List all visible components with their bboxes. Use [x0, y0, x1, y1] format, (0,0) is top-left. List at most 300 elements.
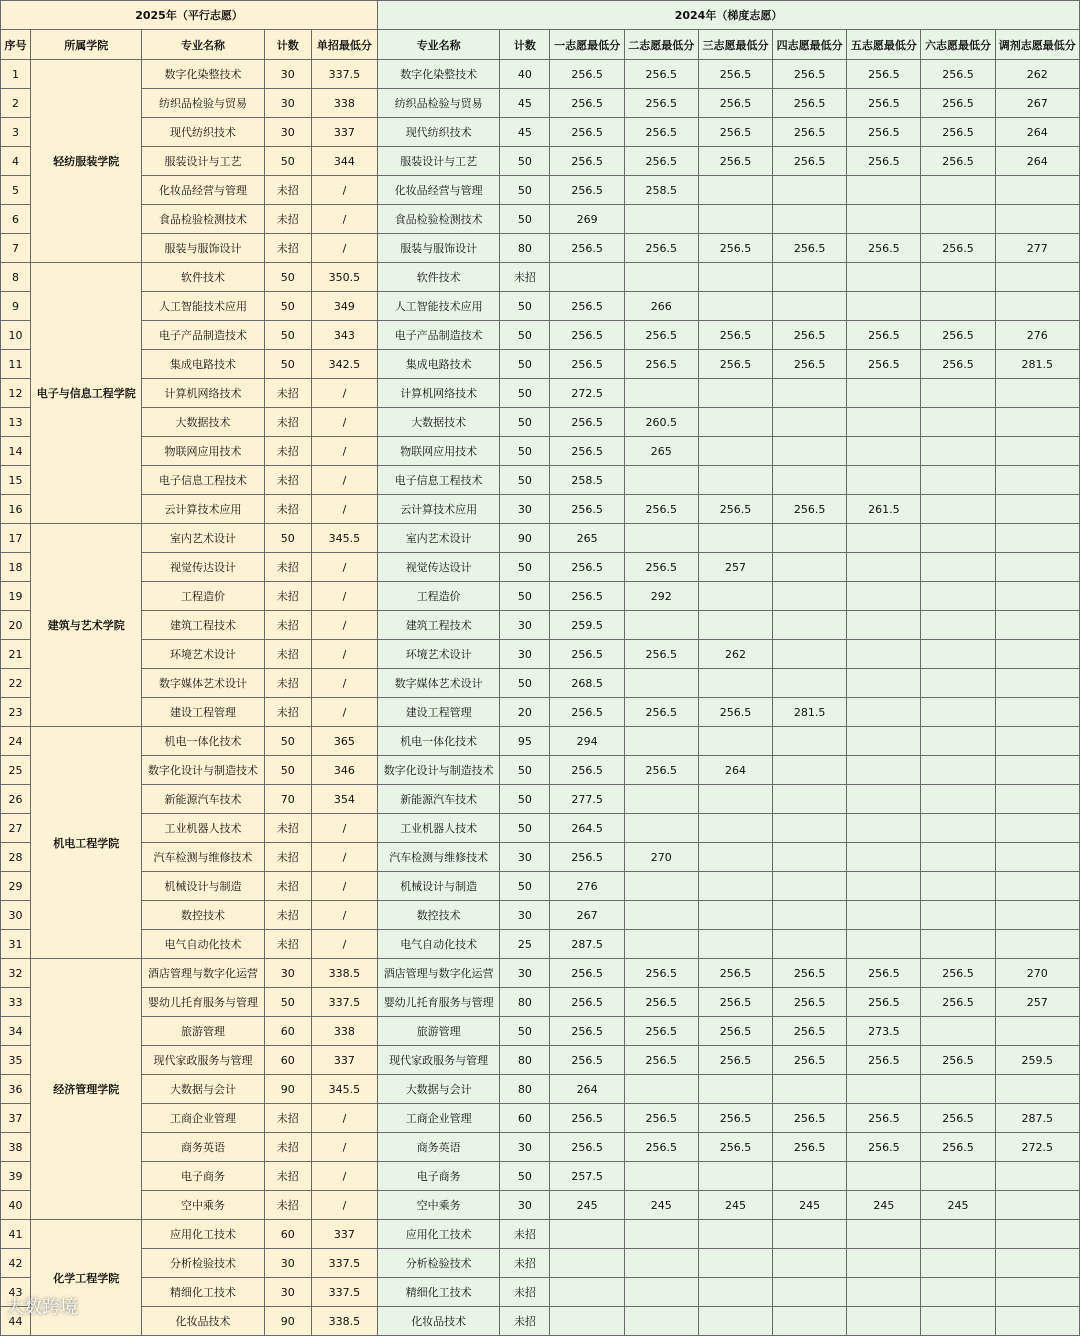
table-cell: 50 — [500, 872, 550, 901]
table-cell: 276 — [995, 321, 1079, 350]
table-cell — [698, 611, 772, 640]
table-cell: 60 — [500, 1104, 550, 1133]
table-cell: 30 — [500, 495, 550, 524]
table-cell: 260.5 — [624, 408, 698, 437]
table-cell: 264 — [698, 756, 772, 785]
table-cell — [773, 669, 847, 698]
table-cell: 256.5 — [847, 1046, 921, 1075]
table-cell: 32 — [1, 959, 31, 988]
table-cell: 未招 — [264, 234, 311, 263]
table-cell — [847, 1307, 921, 1336]
table-cell: 245 — [921, 1191, 995, 1220]
table-cell: 95 — [500, 727, 550, 756]
table-cell: 纺织品检验与贸易 — [142, 89, 264, 118]
table-cell: 15 — [1, 466, 31, 495]
table-cell: 256.5 — [550, 1017, 624, 1046]
table-cell: 未招 — [500, 1220, 550, 1249]
table-cell — [698, 901, 772, 930]
table-cell — [624, 872, 698, 901]
table-cell: 256.5 — [921, 1046, 995, 1075]
table-cell: 建设工程管理 — [142, 698, 264, 727]
table-cell: 337 — [311, 1220, 377, 1249]
table-cell: 262 — [698, 640, 772, 669]
college-name: 经济管理学院 — [31, 959, 142, 1220]
table-cell — [995, 1191, 1079, 1220]
table-cell: 工业机器人技术 — [378, 814, 500, 843]
table-cell: 酒店管理与数字化运营 — [378, 959, 500, 988]
table-cell: 人工智能技术应用 — [142, 292, 264, 321]
table-row — [1, 60, 1080, 89]
table-cell: 264 — [995, 118, 1079, 147]
column-header: 专业名称 — [142, 30, 264, 60]
table-cell: 数控技术 — [378, 901, 500, 930]
table-cell — [698, 872, 772, 901]
table-cell: 256.5 — [773, 1133, 847, 1162]
table-cell: 256.5 — [698, 959, 772, 988]
table-row — [1, 843, 1080, 872]
table-cell: 计算机网络技术 — [378, 379, 500, 408]
table-cell: 30 — [264, 1278, 311, 1307]
table-cell: 工程造价 — [142, 582, 264, 611]
table-cell: 256.5 — [773, 321, 847, 350]
table-row — [1, 408, 1080, 437]
table-cell: 350.5 — [311, 263, 377, 292]
table-cell: 349 — [311, 292, 377, 321]
table-cell: 25 — [1, 756, 31, 785]
table-cell: 256.5 — [847, 988, 921, 1017]
table-cell — [847, 901, 921, 930]
table-cell: 食品检验检测技术 — [142, 205, 264, 234]
table-cell — [995, 1162, 1079, 1191]
table-cell: 256.5 — [624, 1046, 698, 1075]
table-cell — [995, 1017, 1079, 1046]
table-cell: 现代纺织技术 — [142, 118, 264, 147]
table-cell — [921, 872, 995, 901]
table-cell — [773, 553, 847, 582]
table-cell: 257 — [995, 988, 1079, 1017]
table-cell — [773, 1307, 847, 1336]
table-cell: 256.5 — [550, 988, 624, 1017]
table-cell — [698, 379, 772, 408]
table-cell: 50 — [500, 756, 550, 785]
table-cell: 应用化工技术 — [378, 1220, 500, 1249]
table-row — [1, 292, 1080, 321]
table-cell: 2 — [1, 89, 31, 118]
table-cell: / — [311, 930, 377, 959]
table-cell: 256.5 — [624, 1104, 698, 1133]
table-cell: 11 — [1, 350, 31, 379]
table-cell: 276 — [550, 872, 624, 901]
table-row — [1, 1162, 1080, 1191]
table-cell — [921, 611, 995, 640]
table-cell: 50 — [500, 350, 550, 379]
table-cell: 30 — [500, 901, 550, 930]
table-cell: 256.5 — [624, 495, 698, 524]
table-cell — [698, 1220, 772, 1249]
column-header: 五志愿最低分 — [847, 30, 921, 60]
table-cell: 工业机器人技术 — [142, 814, 264, 843]
table-row — [1, 147, 1080, 176]
table-cell: 256.5 — [550, 698, 624, 727]
table-cell — [847, 669, 921, 698]
table-cell: 256.5 — [847, 234, 921, 263]
table-cell — [847, 1220, 921, 1249]
column-header: 所属学院 — [31, 30, 142, 60]
table-cell: / — [311, 901, 377, 930]
table-row — [1, 1307, 1080, 1336]
column-header: 六志愿最低分 — [921, 30, 995, 60]
table-cell: 旅游管理 — [378, 1017, 500, 1046]
table-cell: 256.5 — [847, 350, 921, 379]
table-cell — [624, 205, 698, 234]
table-cell: 电子信息工程技术 — [142, 466, 264, 495]
table-cell — [847, 930, 921, 959]
table-cell: 化妆品经营与管理 — [378, 176, 500, 205]
table-cell: 40 — [500, 60, 550, 89]
table-cell: 256.5 — [550, 1104, 624, 1133]
table-cell: 33 — [1, 988, 31, 1017]
table-cell: 服装与服饰设计 — [378, 234, 500, 263]
table-cell: 13 — [1, 408, 31, 437]
table-cell — [698, 1249, 772, 1278]
table-row — [1, 669, 1080, 698]
table-cell: 256.5 — [550, 234, 624, 263]
table-cell: / — [311, 553, 377, 582]
table-cell: 精细化工技术 — [142, 1278, 264, 1307]
table-cell — [773, 524, 847, 553]
table-cell: 人工智能技术应用 — [378, 292, 500, 321]
table-cell: 338.5 — [311, 959, 377, 988]
table-cell: 256.5 — [847, 60, 921, 89]
table-cell: 环境艺术设计 — [142, 640, 264, 669]
table-row — [1, 205, 1080, 234]
table-cell: 256.5 — [550, 959, 624, 988]
table-cell — [921, 437, 995, 466]
table-cell: 50 — [500, 205, 550, 234]
table-cell — [921, 205, 995, 234]
table-cell: 室内艺术设计 — [378, 524, 500, 553]
table-cell: 50 — [500, 1162, 550, 1191]
table-cell: 256.5 — [921, 1104, 995, 1133]
table-cell: / — [311, 582, 377, 611]
table-cell — [921, 466, 995, 495]
table-cell — [995, 611, 1079, 640]
table-cell: 建设工程管理 — [378, 698, 500, 727]
table-cell: 256.5 — [550, 843, 624, 872]
table-cell: 60 — [264, 1017, 311, 1046]
college-name: 机电工程学院 — [31, 727, 142, 959]
table-cell: 256.5 — [550, 350, 624, 379]
table-cell: 50 — [500, 814, 550, 843]
table-cell: 37 — [1, 1104, 31, 1133]
college-name: 电子与信息工程学院 — [31, 263, 142, 524]
table-cell — [995, 698, 1079, 727]
table-cell: 50 — [500, 437, 550, 466]
table-cell — [624, 1220, 698, 1249]
table-cell: 集成电路技术 — [142, 350, 264, 379]
column-header: 三志愿最低分 — [698, 30, 772, 60]
table-cell — [624, 1307, 698, 1336]
table-cell: 270 — [624, 843, 698, 872]
table-cell — [624, 611, 698, 640]
table-cell — [624, 727, 698, 756]
table-cell: 30 — [500, 843, 550, 872]
table-row — [1, 379, 1080, 408]
year-header-row — [1, 1, 1080, 30]
table-cell: 50 — [264, 321, 311, 350]
table-cell: 41 — [1, 1220, 31, 1249]
table-cell: 265 — [624, 437, 698, 466]
table-cell — [624, 901, 698, 930]
table-cell: 338.5 — [311, 1307, 377, 1336]
table-cell — [773, 263, 847, 292]
table-cell — [624, 1075, 698, 1104]
table-cell: 50 — [500, 669, 550, 698]
table-cell — [921, 582, 995, 611]
column-header: 专业名称 — [378, 30, 500, 60]
table-cell: 256.5 — [698, 147, 772, 176]
table-cell: 256.5 — [550, 553, 624, 582]
table-cell: 数控技术 — [142, 901, 264, 930]
table-cell: 精细化工技术 — [378, 1278, 500, 1307]
table-cell: 14 — [1, 437, 31, 466]
table-cell: 10 — [1, 321, 31, 350]
table-row — [1, 89, 1080, 118]
table-cell — [921, 379, 995, 408]
table-cell: 50 — [264, 524, 311, 553]
table-cell: 256.5 — [773, 1046, 847, 1075]
table-cell — [698, 205, 772, 234]
table-cell: / — [311, 408, 377, 437]
table-cell: 38 — [1, 1133, 31, 1162]
college-name: 轻纺服装学院 — [31, 60, 142, 263]
table-cell: 未招 — [264, 466, 311, 495]
table-cell — [624, 524, 698, 553]
table-cell — [847, 785, 921, 814]
table-cell — [921, 1017, 995, 1046]
table-cell — [698, 843, 772, 872]
table-row — [1, 785, 1080, 814]
table-cell — [995, 1075, 1079, 1104]
college-name: 化学工程学院 — [31, 1220, 142, 1336]
table-row — [1, 756, 1080, 785]
table-cell — [921, 814, 995, 843]
table-cell: / — [311, 176, 377, 205]
table-cell: 256.5 — [698, 118, 772, 147]
table-cell: 267 — [550, 901, 624, 930]
table-cell — [773, 756, 847, 785]
table-cell — [698, 1162, 772, 1191]
table-cell — [847, 408, 921, 437]
table-cell: 22 — [1, 669, 31, 698]
table-cell — [698, 785, 772, 814]
table-cell — [773, 379, 847, 408]
table-cell: 汽车检测与维修技术 — [378, 843, 500, 872]
college-name: 建筑与艺术学院 — [31, 524, 142, 727]
table-cell — [921, 524, 995, 553]
table-cell — [995, 843, 1079, 872]
table-cell — [921, 495, 995, 524]
table-cell: 256.5 — [550, 321, 624, 350]
table-cell: 257 — [698, 553, 772, 582]
table-cell: 软件技术 — [142, 263, 264, 292]
table-cell: 50 — [264, 988, 311, 1017]
table-cell — [921, 843, 995, 872]
table-cell — [995, 1278, 1079, 1307]
table-cell — [698, 408, 772, 437]
table-cell: 256.5 — [698, 495, 772, 524]
table-cell: 256.5 — [624, 988, 698, 1017]
table-cell — [773, 582, 847, 611]
table-cell: 272.5 — [550, 379, 624, 408]
table-cell: 30 — [264, 1249, 311, 1278]
table-row — [1, 901, 1080, 930]
table-cell — [773, 1249, 847, 1278]
table-cell: 集成电路技术 — [378, 350, 500, 379]
table-cell — [995, 640, 1079, 669]
table-cell: 272.5 — [995, 1133, 1079, 1162]
table-cell: 256.5 — [847, 959, 921, 988]
table-cell — [995, 205, 1079, 234]
table-cell: 电气自动化技术 — [378, 930, 500, 959]
table-row — [1, 872, 1080, 901]
table-cell: 50 — [500, 408, 550, 437]
table-cell: 338 — [311, 1017, 377, 1046]
table-row — [1, 1133, 1080, 1162]
table-cell — [921, 553, 995, 582]
column-header-row — [1, 30, 1080, 60]
table-cell: 现代家政服务与管理 — [142, 1046, 264, 1075]
table-cell: 256.5 — [624, 553, 698, 582]
table-cell: 337.5 — [311, 1249, 377, 1278]
table-cell: 工商企业管理 — [378, 1104, 500, 1133]
table-cell — [921, 1249, 995, 1278]
table-cell: 294 — [550, 727, 624, 756]
table-cell: 1 — [1, 60, 31, 89]
table-cell — [995, 901, 1079, 930]
table-cell — [847, 379, 921, 408]
table-cell: 电子商务 — [142, 1162, 264, 1191]
table-cell: 256.5 — [921, 118, 995, 147]
table-cell: 未招 — [264, 205, 311, 234]
table-cell: 23 — [1, 698, 31, 727]
table-cell: 16 — [1, 495, 31, 524]
table-cell: 256.5 — [773, 1017, 847, 1046]
table-row — [1, 582, 1080, 611]
table-row — [1, 1104, 1080, 1133]
table-cell: / — [311, 640, 377, 669]
table-cell: 346 — [311, 756, 377, 785]
table-cell — [698, 1075, 772, 1104]
table-cell — [847, 727, 921, 756]
table-cell — [847, 872, 921, 901]
table-cell: 服装设计与工艺 — [142, 147, 264, 176]
table-cell: 30 — [1, 901, 31, 930]
table-row — [1, 176, 1080, 205]
table-cell — [698, 814, 772, 843]
table-cell — [847, 466, 921, 495]
table-cell: 31 — [1, 930, 31, 959]
table-cell: 未招 — [500, 1307, 550, 1336]
table-cell: 256.5 — [847, 89, 921, 118]
table-cell: 257.5 — [550, 1162, 624, 1191]
table-cell: 物联网应用技术 — [142, 437, 264, 466]
table-cell: 266 — [624, 292, 698, 321]
table-cell: 50 — [264, 263, 311, 292]
table-cell: 245 — [624, 1191, 698, 1220]
table-cell: 256.5 — [624, 350, 698, 379]
table-cell — [698, 263, 772, 292]
table-cell: 256.5 — [921, 321, 995, 350]
table-cell: 分析检验技术 — [142, 1249, 264, 1278]
table-cell: 未招 — [264, 495, 311, 524]
table-cell: 50 — [500, 466, 550, 495]
table-row — [1, 1220, 1080, 1249]
table-cell: 50 — [264, 147, 311, 176]
table-cell: 256.5 — [550, 292, 624, 321]
table-cell: 30 — [264, 118, 311, 147]
table-cell — [773, 1278, 847, 1307]
column-header: 调剂志愿最低分 — [995, 30, 1079, 60]
table-cell: 数字化设计与制造技术 — [378, 756, 500, 785]
table-row — [1, 1191, 1080, 1220]
table-cell: 258.5 — [550, 466, 624, 495]
table-cell: 354 — [311, 785, 377, 814]
table-cell — [921, 1307, 995, 1336]
table-cell: 未招 — [264, 901, 311, 930]
table-cell: 未招 — [264, 872, 311, 901]
table-cell: 256.5 — [550, 89, 624, 118]
table-cell: 电子产品制造技术 — [378, 321, 500, 350]
table-cell: 256.5 — [698, 234, 772, 263]
table-cell — [995, 814, 1079, 843]
table-cell — [624, 930, 698, 959]
table-cell: / — [311, 669, 377, 698]
table-cell: / — [311, 379, 377, 408]
table-cell: 261.5 — [847, 495, 921, 524]
table-cell: 食品检验检测技术 — [378, 205, 500, 234]
table-cell: / — [311, 698, 377, 727]
table-cell: 商务英语 — [142, 1133, 264, 1162]
table-row — [1, 1075, 1080, 1104]
table-cell: 未招 — [264, 553, 311, 582]
table-cell — [773, 1162, 847, 1191]
table-cell: 50 — [500, 176, 550, 205]
table-cell — [847, 524, 921, 553]
table-cell — [624, 1249, 698, 1278]
table-row — [1, 1017, 1080, 1046]
table-cell: 45 — [500, 89, 550, 118]
table-cell: 256.5 — [921, 234, 995, 263]
table-cell: 256.5 — [624, 1017, 698, 1046]
table-cell — [995, 872, 1079, 901]
table-cell: / — [311, 814, 377, 843]
table-cell — [847, 553, 921, 582]
table-cell: 40 — [1, 1191, 31, 1220]
table-cell: 大数据与会计 — [142, 1075, 264, 1104]
table-cell — [550, 1249, 624, 1278]
table-cell: 6 — [1, 205, 31, 234]
table-cell: 24 — [1, 727, 31, 756]
table-cell: 工程造价 — [378, 582, 500, 611]
table-cell — [995, 727, 1079, 756]
table-cell: 256.5 — [698, 60, 772, 89]
table-cell — [624, 785, 698, 814]
table-cell — [995, 582, 1079, 611]
table-cell: 未招 — [264, 698, 311, 727]
table-cell — [921, 1220, 995, 1249]
table-cell: 256.5 — [624, 234, 698, 263]
